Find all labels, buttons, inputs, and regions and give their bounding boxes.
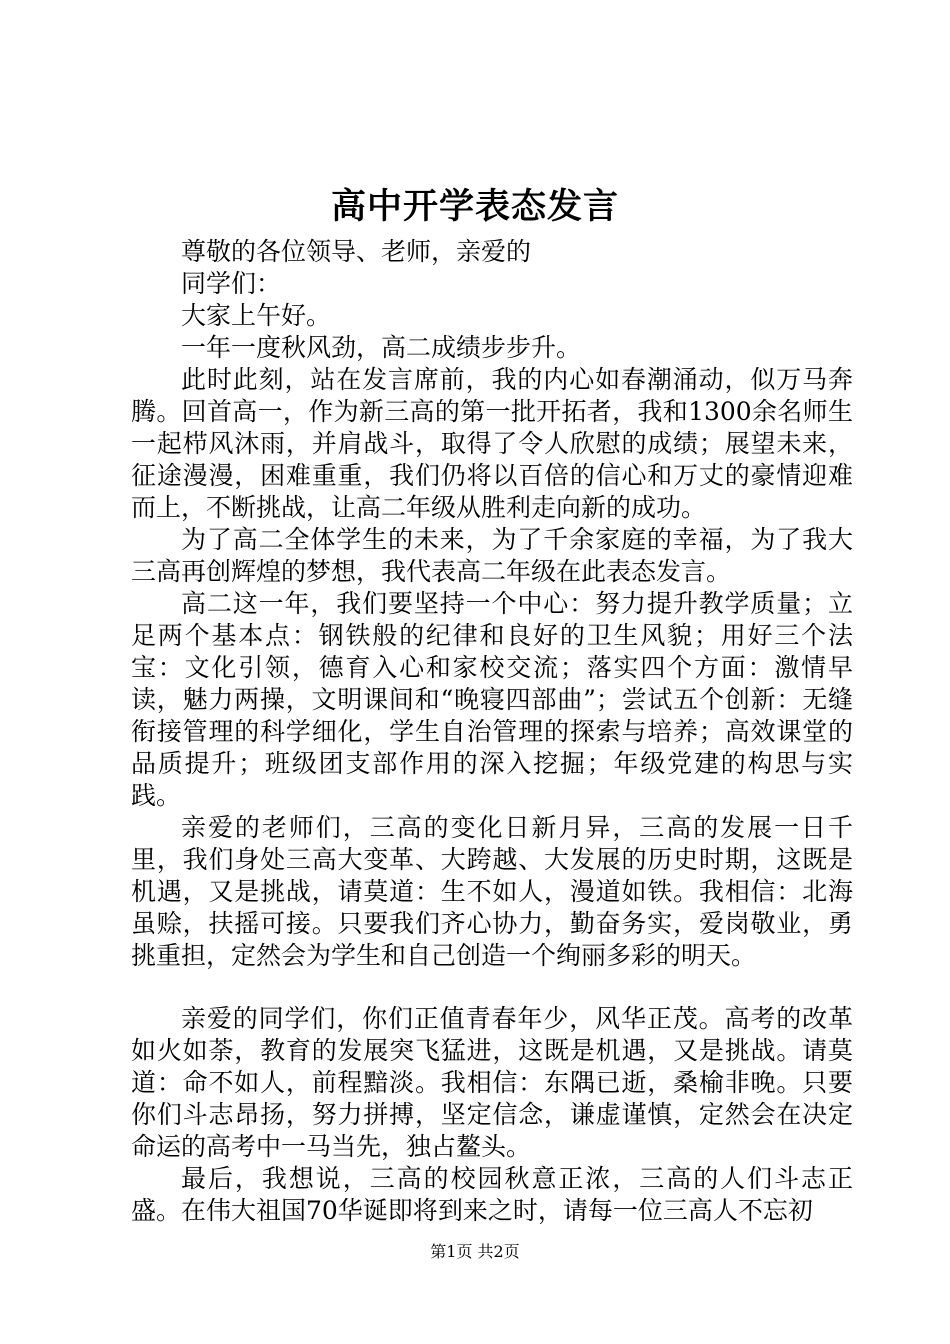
greeting: 大家上午好。: [181, 301, 332, 330]
paragraph-teachers: 亲爱的老师们，三高的变化日新月异，三高的发展一日千里，我们身处三高大变革、大跨越、大发展的历史时期，这既是机遇，又是挑战，请莫道：生不如人，漫道如铁。我相信：北海虽赊，扶摇可接。只要我们齐心协力，勤奋务实，爱岗敬业，勇挑重担，定然会为学生和自己创造一个绚丽多彩的明天。: [131, 813, 853, 970]
paragraph-purpose: 为了高二全体学生的未来，为了千余家庭的幸福，为了我大三高再创辉煌的梦想，我代表高二年级在此表态发言。: [131, 525, 853, 586]
document-title: 高中开学表态发言: [330, 186, 619, 227]
paragraph-review: 此时此刻，站在发言席前，我的内心如春潮涌动，似万马奔腾。回首高一，作为新三高的第一批开拓者，我和1300余名师生一起栉风沐雨，并肩战斗，取得了令人欣慰的成绩；展望未来，征途漫漫，困难重重，我们仍将以百倍的信心和万丈的豪情迎难而上，不断挑战，让高二年级从胜利走向新的成功。: [131, 365, 853, 522]
salutation-line-2: 同学们：: [181, 269, 282, 298]
salutation-line-1: 尊敬的各位领导、老师，亲爱的: [181, 237, 532, 266]
page-number-footer: 第1页 共2页: [430, 1242, 520, 1261]
paragraph-students: 亲爱的同学们，你们正值青春年少，风华正茂。高考的改革如火如荼，教育的发展突飞猛进，这既是机遇，又是挑战。请莫道：命不如人，前程黯淡。我相信：东隅已逝，桑榆非晚。只要你们斗志昂扬，努力拼搏，坚定信念，谦虚谨慎，定然会在决定命运的高考中一马当先，独占鳌头。: [131, 1004, 853, 1161]
paragraph-closing: 最后，我想说，三高的校园秋意正浓，三高的人们斗志正盛。在伟大祖国70华诞即将到来之时，请每一位三高人不忘初: [131, 1164, 853, 1225]
opening-line: 一年一度秋风劲，高二成绩步步升。: [181, 333, 582, 362]
document-body: [131, 236, 853, 1227]
paragraph-plan: 高二这一年，我们要坚持一个中心：努力提升教学质量；立足两个基本点：钢铁般的纪律和良好的卫生风貌；用好三个法宝：文化引领，德育入心和家校交流；落实四个方面：激情早读，魅力两操，文明课间和“晚寝四部曲”；尝试五个创新：无缝衔接管理的科学细化，学生自治管理的探索与培养；高效课堂的品质提升；班级团支部作用的深入挖掘；年级党建的构思与实践。: [131, 589, 853, 810]
